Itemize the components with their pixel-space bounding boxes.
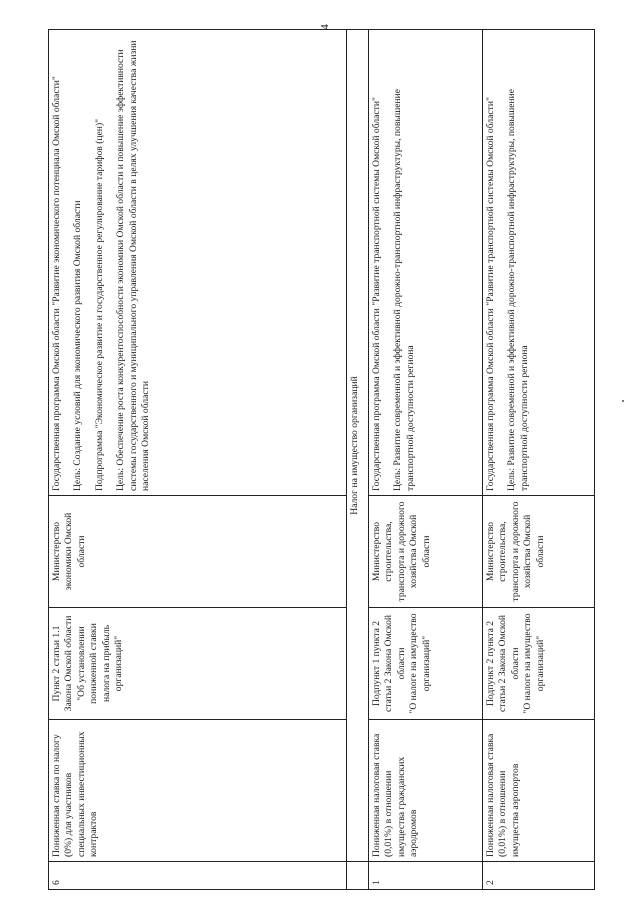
goal-aim: Цель: Создание условий для экономического развития Омской области bbox=[72, 200, 84, 491]
legal-basis-line: Подпункт 2 пункта 2 статьи 2 Закона Омской области bbox=[485, 614, 521, 713]
goal-subprogram: Подпрограмма "Экономическое развитие и государственное регулирование тарифов (цен)" bbox=[93, 118, 105, 491]
section-empty-cell bbox=[347, 862, 369, 890]
scan-speck bbox=[622, 400, 624, 402]
legal-basis: Пункт 2 статьи 1.1 Закона Омской области "Об установлении пониженной ставки налога на прибыль организаций" bbox=[49, 608, 347, 720]
program-goals bbox=[483, 30, 595, 496]
goal-aim: Цель: Развитие современной и эффективной дорожно-транспортной инфраструктуры, повышение транспортной доступности региона bbox=[506, 89, 530, 491]
row-number: 1 bbox=[369, 862, 483, 890]
section-header-row bbox=[347, 30, 369, 890]
table-row bbox=[369, 30, 483, 890]
responsible-ministry: Министерство строительства, транспорта и дорожного хозяйства Омской области bbox=[369, 496, 483, 608]
goal-program: Государственная программа Омской области "Развитие экономического потенциала Омской области" bbox=[51, 76, 62, 491]
goal-aim: Цель: Развитие современной и эффективной дорожно-транспортной инфраструктуры, повышение транспортной доступности региона bbox=[392, 89, 416, 491]
goal-program: Государственная программа Омской области "Развитие транспортной системы Омской области" bbox=[371, 97, 382, 491]
legal-basis bbox=[369, 608, 483, 720]
table-row bbox=[49, 30, 347, 890]
page-number: 4 bbox=[319, 24, 331, 30]
goal-subprogram-aim: Цель: Обеспечение роста конкурентоспособности экономики Омской области и повышение эффективности системы государственного и муниципального управления Омской области в целях улучшения качества жизни населения Омской области bbox=[115, 40, 152, 491]
table-row bbox=[483, 30, 595, 890]
section-title: Налог на имущество организаций bbox=[347, 30, 369, 862]
legal-basis-law: "О налоге на имущество организаций" bbox=[522, 613, 546, 714]
goal-program: Государственная программа Омской области "Развитие транспортной системы Омской области" bbox=[485, 97, 496, 491]
tax-benefits-table bbox=[48, 29, 595, 890]
row-number: 6 bbox=[49, 862, 347, 890]
benefit-description: Пониженная налоговая ставка (0,01%) в отношении имущества аэропортов bbox=[483, 720, 595, 862]
benefit-description: Пониженная ставка по налогу (0%) для участников специальных инвестиционных контрактов bbox=[49, 720, 347, 862]
benefit-description: Пониженная налоговая ставка (0,01%) в отношении имущества гражданских аэродромов bbox=[369, 720, 483, 862]
rotated-page-content bbox=[48, 30, 558, 890]
responsible-ministry: Министерство строительства, транспорта и дорожного хозяйства Омской области bbox=[483, 496, 595, 608]
program-goals bbox=[49, 30, 347, 496]
program-goals bbox=[369, 30, 483, 496]
legal-basis-line: Подпункт 1 пункта 2 статьи 2 Закона Омской области bbox=[371, 614, 407, 713]
row-number: 2 bbox=[483, 862, 595, 890]
legal-basis bbox=[483, 608, 595, 720]
responsible-ministry: Министерство экономики Омской области bbox=[49, 496, 347, 608]
legal-basis-law: "О налоге на имущество организаций" bbox=[408, 613, 432, 714]
